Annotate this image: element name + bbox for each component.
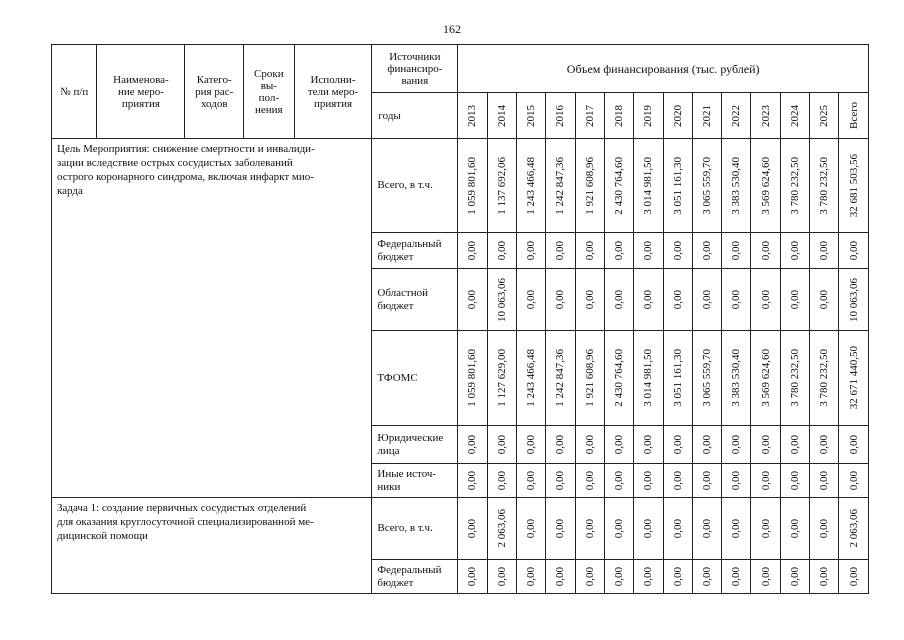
value-cell [692,560,721,594]
value-cell [604,331,633,426]
value-text: 3 569 624,60 [759,349,772,407]
source-cell: ТФОМС [372,331,458,426]
value-cell [751,464,780,498]
value-text: 0,00 [583,434,596,455]
value-cell [487,331,516,426]
value-cell [722,560,751,594]
value-cell [516,269,545,331]
value-text: 0,00 [525,240,538,261]
value-cell [604,426,633,464]
value-text: 0,00 [642,470,655,491]
value-cell [780,139,809,233]
value-cell [516,233,545,269]
value-cell [516,139,545,233]
year-header [780,93,809,139]
value-text: 0,00 [788,434,801,455]
value-cell [722,498,751,560]
value-cell [604,233,633,269]
value-text: 0,00 [847,566,860,587]
value-cell [839,269,869,331]
value-cell [780,426,809,464]
value-cell [575,269,604,331]
value-cell [810,233,839,269]
value-text: 0,00 [554,289,567,310]
value-cell [575,560,604,594]
value-text: 1 921 608,96 [583,349,596,407]
value-cell [722,139,751,233]
year-label: 2023 [759,104,772,127]
value-cell [692,139,721,233]
value-cell [575,331,604,426]
value-text: 0,00 [847,470,860,491]
value-cell [810,426,839,464]
value-text: 0,00 [671,470,684,491]
value-cell [692,233,721,269]
value-cell [810,269,839,331]
value-text: 1 242 847,36 [554,156,567,215]
value-text: 3 780 232,50 [788,156,801,215]
value-cell [516,498,545,560]
value-cell [604,498,633,560]
value-text: 0,00 [730,240,743,261]
value-text: 10 063,06 [847,277,860,322]
value-cell [751,560,780,594]
value-text: 0,00 [700,518,713,539]
value-text: 3 383 530,40 [730,156,743,215]
value-text: 0,00 [818,434,831,455]
value-cell [839,331,869,426]
value-cell [722,233,751,269]
value-cell [546,331,575,426]
value-cell [458,233,487,269]
value-text: 0,00 [788,518,801,539]
value-cell [575,464,604,498]
value-text: 32 681 503,56 [847,153,860,218]
header-terms: Сроки вы- пол- нения [244,45,295,139]
value-text: 3 569 624,60 [759,156,772,215]
value-cell [692,269,721,331]
value-cell [604,464,633,498]
value-text: 0,00 [466,518,479,539]
value-cell [634,560,663,594]
year-label: 2019 [642,104,655,127]
header-years-label: годы [372,93,458,139]
value-text: 0,00 [466,289,479,310]
value-text: 0,00 [642,434,655,455]
value-text: 0,00 [730,566,743,587]
value-text: 3 051 161,30 [671,349,684,407]
year-label: 2017 [583,104,596,127]
value-text: 2 063,06 [495,509,508,548]
section-title: Задача 1: создание первичных сосудистых отделений для оказания круглосуточной специализированной ме- дицинской помощи [52,498,372,594]
header-volume: Объем финансирования (тыс. рублей) [458,45,869,93]
financing-table [51,44,869,594]
source-cell: Областной бюджет [372,269,458,331]
value-text: 0,00 [642,566,655,587]
value-text: 0,00 [613,566,626,587]
value-text: 0,00 [583,289,596,310]
value-text: 0,00 [583,566,596,587]
value-cell [692,331,721,426]
value-text: 0,00 [730,434,743,455]
value-text: 2 430 764,60 [613,349,626,407]
value-cell [546,269,575,331]
value-text: 0,00 [700,566,713,587]
table-row [52,498,869,560]
year-label: 2018 [613,104,626,127]
value-text: 0,00 [759,470,772,491]
value-cell [546,233,575,269]
value-cell [487,498,516,560]
header-row [52,45,869,93]
value-cell [516,560,545,594]
source-cell: Иные источ-ники [372,464,458,498]
page-number: 162 [443,22,461,36]
value-text: 0,00 [466,240,479,261]
value-text: 1 127 629,00 [495,349,508,407]
value-text: 3 383 530,40 [730,349,743,407]
value-text: 0,00 [730,470,743,491]
value-text: 1 059 801,60 [466,349,479,407]
year-header [458,93,487,139]
value-cell [751,269,780,331]
value-text: 0,00 [847,434,860,455]
value-text: 1 921 608,96 [583,156,596,215]
value-cell [810,498,839,560]
value-cell [810,560,839,594]
value-text: 0,00 [554,434,567,455]
year-label: 2024 [788,104,801,127]
year-header [516,93,545,139]
value-cell [839,464,869,498]
value-cell [722,426,751,464]
source-cell: Всего, в т.ч. [372,139,458,233]
value-text: 3 051 161,30 [671,156,684,215]
value-text: 1 243 466,48 [525,156,538,215]
value-text: 0,00 [671,240,684,261]
value-text: 0,00 [671,518,684,539]
value-cell [516,426,545,464]
year-label: 2016 [554,104,567,127]
value-cell [663,426,692,464]
year-label: 2013 [466,104,479,127]
value-text: 3 065 559,70 [700,156,713,215]
value-text: 0,00 [554,240,567,261]
year-label: 2025 [818,104,831,127]
value-text: 0,00 [466,470,479,491]
value-cell [663,269,692,331]
value-cell [458,426,487,464]
value-text: 0,00 [788,470,801,491]
value-cell [780,331,809,426]
value-cell [780,233,809,269]
value-text: 0,00 [788,240,801,261]
header-name: Наименова- ние меро- приятия [97,45,185,139]
year-label: 2021 [700,104,713,127]
value-cell [751,426,780,464]
header-sources: Источники финансиро- вания [372,45,458,93]
year-header [546,93,575,139]
value-cell [604,560,633,594]
value-cell [634,498,663,560]
value-text: 1 059 801,60 [466,156,479,215]
value-text: 3 065 559,70 [700,349,713,407]
value-cell [692,498,721,560]
value-text: 0,00 [700,470,713,491]
value-cell [604,139,633,233]
value-text: 0,00 [495,240,508,261]
value-cell [722,331,751,426]
year-header [722,93,751,139]
value-cell [575,498,604,560]
header-num: № п/п [52,45,97,139]
value-cell [546,464,575,498]
value-text: 0,00 [759,434,772,455]
year-header [575,93,604,139]
value-cell [839,139,869,233]
value-cell [634,331,663,426]
year-header [751,93,780,139]
value-text: 0,00 [759,566,772,587]
value-text: 0,00 [583,518,596,539]
value-text: 0,00 [700,240,713,261]
value-cell [751,233,780,269]
header-category: Катего- рия рас- ходов [185,45,244,139]
value-text: 0,00 [466,566,479,587]
value-text: 0,00 [818,566,831,587]
value-cell [722,464,751,498]
year-label: Всего [847,102,860,129]
value-cell [487,233,516,269]
value-text: 2 430 764,60 [613,156,626,215]
value-cell [458,269,487,331]
value-text: 0,00 [818,240,831,261]
year-header [487,93,516,139]
value-cell [634,269,663,331]
value-cell [487,426,516,464]
table-row [52,139,869,233]
value-text: 0,00 [613,240,626,261]
year-label: 2022 [730,104,743,127]
year-header [692,93,721,139]
value-text: 32 671 440,50 [847,346,860,410]
value-cell [751,139,780,233]
value-cell [458,560,487,594]
value-text: 0,00 [613,470,626,491]
header-executors: Исполни- тели меро- приятия [294,45,372,139]
value-cell [780,560,809,594]
year-header [810,93,839,139]
value-cell [751,331,780,426]
value-cell [634,464,663,498]
value-text: 0,00 [642,289,655,310]
value-text: 0,00 [583,470,596,491]
value-text: 0,00 [700,289,713,310]
value-cell [546,560,575,594]
value-cell [780,498,809,560]
value-cell [692,426,721,464]
year-header [604,93,633,139]
value-cell [663,233,692,269]
value-cell [780,269,809,331]
value-text: 0,00 [700,434,713,455]
value-text: 1 243 466,48 [525,349,538,407]
value-cell [487,139,516,233]
value-cell [546,139,575,233]
value-cell [810,464,839,498]
value-text: 0,00 [495,434,508,455]
value-text: 0,00 [847,240,860,261]
value-cell [575,233,604,269]
value-text: 0,00 [525,289,538,310]
value-cell [487,560,516,594]
value-text: 0,00 [466,434,479,455]
value-text: 0,00 [671,289,684,310]
value-cell [516,331,545,426]
value-cell [458,464,487,498]
value-cell [634,139,663,233]
value-text: 0,00 [613,434,626,455]
source-cell: Федеральный бюджет [372,560,458,594]
value-text: 2 063,06 [847,509,860,548]
value-text: 0,00 [495,566,508,587]
value-text: 0,00 [730,289,743,310]
value-cell [458,331,487,426]
year-label: 2015 [525,104,538,127]
value-text: 0,00 [818,518,831,539]
value-cell [634,426,663,464]
value-text: 0,00 [613,518,626,539]
value-cell [458,498,487,560]
value-text: 0,00 [583,240,596,261]
value-text: 0,00 [788,289,801,310]
value-cell [634,233,663,269]
value-cell [546,498,575,560]
value-cell [839,498,869,560]
value-text: 3 780 232,50 [818,349,831,407]
section-title: Цель Мероприятия: снижение смертности и инвалиди- зации вследствие острых сосудистых заболеваний острого коронарного синдрома, включая инфаркт мио- карда [52,139,372,498]
value-cell [839,560,869,594]
value-cell [516,464,545,498]
value-cell [546,426,575,464]
value-cell [663,139,692,233]
year-header [663,93,692,139]
value-cell [487,464,516,498]
value-cell [458,139,487,233]
value-cell [839,426,869,464]
value-cell [810,331,839,426]
value-text: 3 014 981,50 [642,349,655,407]
value-text: 0,00 [642,518,655,539]
value-text: 0,00 [671,434,684,455]
value-text: 0,00 [554,470,567,491]
value-text: 3 014 981,50 [642,156,655,215]
value-cell [692,464,721,498]
value-text: 0,00 [730,518,743,539]
value-cell [663,464,692,498]
year-label: 2014 [495,104,508,127]
value-text: 1 242 847,36 [554,349,567,407]
value-cell [663,331,692,426]
year-header [839,93,869,139]
value-text: 0,00 [525,434,538,455]
value-text: 0,00 [495,470,508,491]
value-text: 0,00 [788,566,801,587]
value-cell [575,426,604,464]
value-text: 0,00 [554,518,567,539]
value-text: 0,00 [759,240,772,261]
value-text: 0,00 [525,518,538,539]
year-header [634,93,663,139]
value-text: 0,00 [642,240,655,261]
value-text: 0,00 [613,289,626,310]
value-text: 0,00 [525,470,538,491]
value-cell [604,269,633,331]
value-text: 10 063,06 [495,277,508,322]
value-text: 0,00 [671,566,684,587]
value-cell [663,560,692,594]
year-label: 2020 [671,104,684,127]
value-text: 3 780 232,50 [818,156,831,215]
value-cell [810,139,839,233]
value-text: 1 137 692,06 [495,156,508,215]
value-text: 0,00 [759,518,772,539]
value-text: 0,00 [818,289,831,310]
value-cell [722,269,751,331]
value-text: 0,00 [554,566,567,587]
source-cell: Федеральный бюджет [372,233,458,269]
value-cell [751,498,780,560]
value-cell [575,139,604,233]
source-cell: Юридические лица [372,426,458,464]
value-cell [780,464,809,498]
value-text: 0,00 [759,289,772,310]
value-cell [487,269,516,331]
value-cell [663,498,692,560]
source-cell: Всего, в т.ч. [372,498,458,560]
value-text: 0,00 [818,470,831,491]
value-text: 0,00 [525,566,538,587]
value-text: 3 780 232,50 [788,349,801,407]
value-cell [839,233,869,269]
